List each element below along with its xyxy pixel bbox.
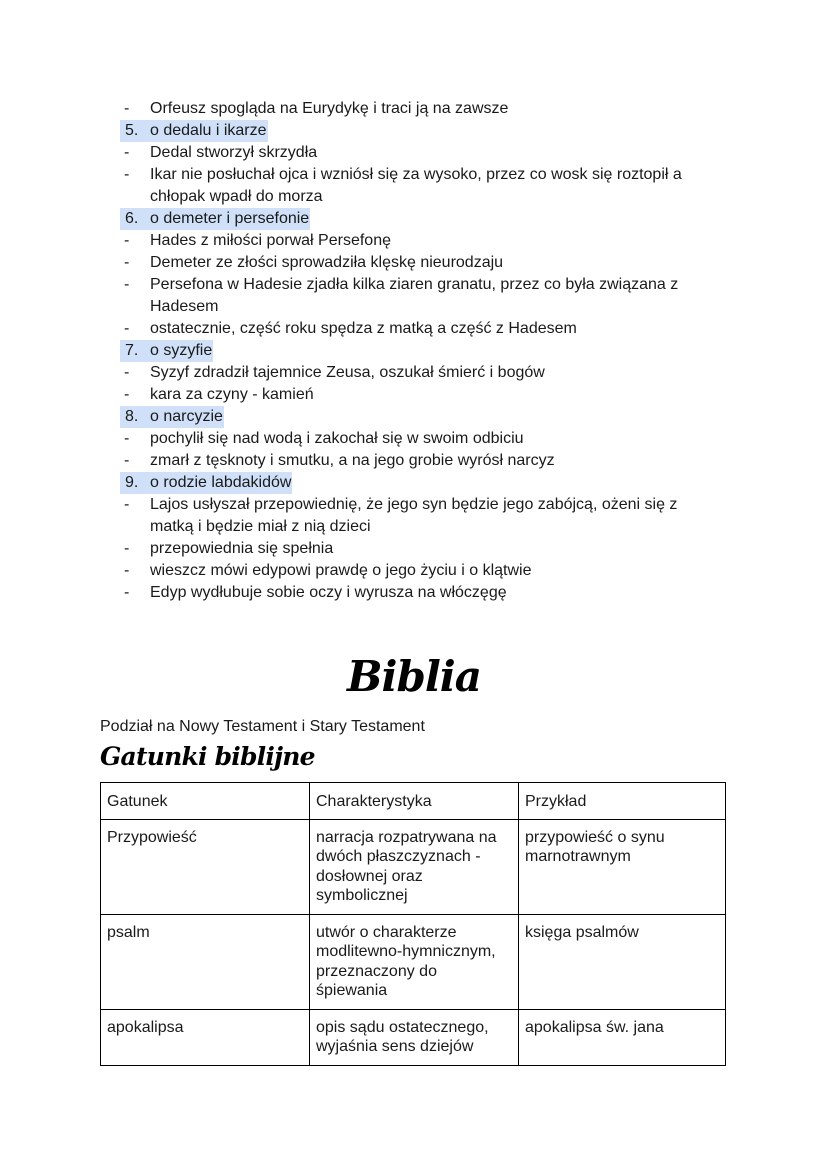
- numbered-heading-item: 5. o dedalu i ikarze: [120, 120, 720, 142]
- header-cell: Przykład: [519, 783, 726, 820]
- numbered-heading-item: 9. o rodzie labdakidów: [120, 472, 720, 494]
- bullet-item: - Ikar nie posłuchał ojca i wzniósł się za wysoko, przez co wosk się roztopił a chłopak wpadł do morza: [124, 166, 682, 205]
- table-cell: księga psalmów: [519, 914, 726, 1009]
- table-row: [101, 819, 726, 914]
- bullet-item: - Orfeusz spogląda na Eurydykę i traci ją na zawsze: [124, 100, 509, 117]
- bullet-item: - Edyp wydłubuje sobie oczy i wyrusza na włóczęgę: [124, 584, 507, 601]
- bullet-item: - Lajos usłyszał przepowiednię, że jego syn będzie jego zabójcą, ożeni się z matką i będzie miał z nią dzieci: [124, 496, 678, 535]
- table-cell: apokalipsa: [101, 1009, 310, 1065]
- bullet-item: - przepowiednia się spełnia: [124, 540, 334, 557]
- bullet-item: - Persefona w Hadesie zjadła kilka ziaren granatu, przez co była związana z Hadesem: [124, 276, 679, 315]
- table-cell: utwór o charakterze modlitewno-hymnicznym, przeznaczony do śpiewania: [310, 914, 519, 1009]
- table-row: [101, 1009, 726, 1065]
- bullet-item: - pochylił się nad wodą i zakochał się w swoim odbiciu: [124, 430, 524, 447]
- bullet-item: - zmarł z tęsknoty i smutku, a na jego grobie wyrósł narcyz: [124, 452, 555, 469]
- bullet-item: - kara za czyny - kamień: [124, 386, 314, 403]
- bullet-item: - Syzyf zdradził tajemnice Zeusa, oszukał śmierć i bogów: [124, 364, 545, 381]
- bullet-item: - Dedal stworzył skrzydła: [124, 144, 318, 161]
- section-heading: Gatunki biblijne: [100, 742, 315, 771]
- bullet-item: - wieszcz mówi edypowi prawdę o jego życiu i o klątwie: [124, 562, 532, 579]
- table-cell: przypowieść o synu marnotrawnym: [519, 819, 726, 914]
- numbered-heading-item: 7. o syzyfie: [120, 340, 720, 362]
- header-cell: Gatunek: [101, 783, 310, 820]
- table-cell: narracja rozpatrywana na dwóch płaszczyznach - dosłownej oraz symbolicznej: [310, 819, 519, 914]
- table-row: [101, 914, 726, 1009]
- numbered-heading-item: 8. o narcyzie: [120, 406, 720, 428]
- table-cell: psalm: [101, 914, 310, 1009]
- bullet-item: - Demeter ze złości sprowadziła klęskę nieurodzaju: [124, 254, 504, 271]
- bullet-item: - ostatecznie, część roku spędza z matką a część z Hadesem: [124, 320, 577, 337]
- table-cell: opis sądu ostatecznego, wyjaśnia sens dziejów: [310, 1009, 519, 1065]
- myth-outline-list: [120, 98, 720, 604]
- bullet-item: - Hades z miłości porwał Persefonę: [124, 232, 391, 249]
- header-cell: Charakterystyka: [310, 783, 519, 820]
- subtitle-text: Podział na Nowy Testament i Stary Testament: [100, 718, 425, 735]
- page-title: Biblia: [347, 652, 481, 701]
- numbered-heading-item: 6. o demeter i persefonie: [120, 208, 720, 230]
- table-cell: apokalipsa św. jana: [519, 1009, 726, 1065]
- table-header-row: [101, 783, 726, 820]
- genres-table: [100, 782, 726, 1066]
- table-cell: Przypowieść: [101, 819, 310, 914]
